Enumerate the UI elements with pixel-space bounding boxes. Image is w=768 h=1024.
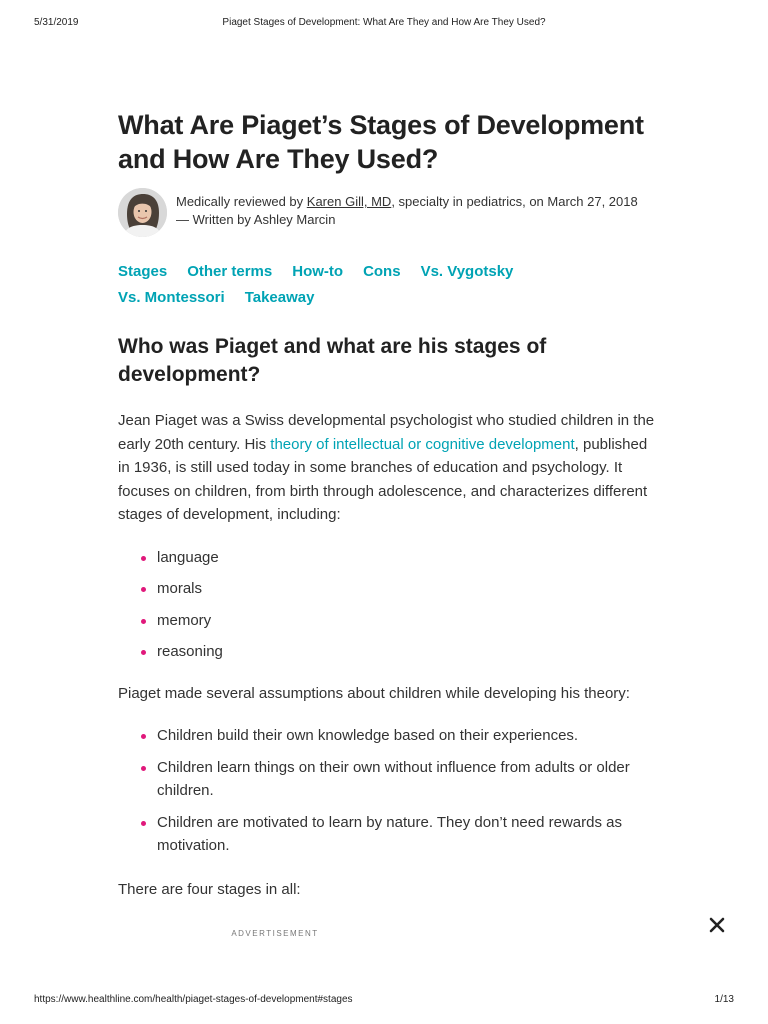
byline-author: — Written by Ashley Marcin — [176, 212, 336, 227]
list-item-text: Children learn things on their own without influence from adults or older children. — [157, 758, 630, 799]
toc-link-stages[interactable]: Stages — [118, 263, 168, 280]
toc-row-2 — [118, 285, 658, 311]
bullet-icon — [141, 821, 146, 826]
development-list — [118, 546, 658, 664]
list-item — [118, 546, 658, 570]
cognitive-development-link[interactable]: theory of intellectual or cognitive development — [270, 435, 575, 453]
print-document-title: Piaget Stages of Development: What Are They and How Are They Used? — [222, 17, 546, 28]
print-header — [34, 17, 734, 31]
list-item-text: Children build their own knowledge based on their experiences. — [157, 727, 579, 744]
section-heading: Who was Piaget and what are his stages of development? — [118, 335, 547, 386]
list-item-text: language — [157, 548, 219, 566]
list-item-text: reasoning — [157, 643, 223, 660]
stages-intro: There are four stages in all: — [118, 880, 301, 898]
intro-text-2: , published in 1936, is still used today in some branches of education and psychology. It focuses on children, from birth through adolescence, and characterizes different stages of development, including: — [118, 435, 648, 523]
toc-link-cons[interactable]: Cons — [363, 263, 401, 280]
close-icon[interactable] — [706, 914, 728, 936]
list-item — [118, 577, 658, 601]
bullet-icon — [141, 734, 146, 739]
table-of-contents — [118, 259, 658, 311]
page-number: 1/13 — [714, 994, 734, 1005]
toc-link-takeaway[interactable]: Takeaway — [244, 289, 315, 306]
byline-text — [176, 193, 656, 229]
list-item — [118, 609, 658, 633]
toc-row-1 — [118, 259, 658, 285]
intro-paragraph — [118, 409, 658, 527]
bullet-icon — [141, 766, 146, 771]
toc-link-vs-montessori[interactable]: Vs. Montessori — [118, 289, 225, 306]
list-item — [118, 756, 658, 803]
toc-link-how-to[interactable]: How-to — [292, 263, 344, 280]
article — [118, 108, 658, 901]
toc-link-vs-vygotsky[interactable]: Vs. Vygotsky — [420, 263, 514, 280]
reviewer-link[interactable]: Karen Gill, MD — [306, 194, 392, 209]
bullet-icon — [141, 556, 146, 561]
list-item-text: morals — [157, 580, 203, 597]
assumptions-list — [118, 724, 658, 858]
bullet-icon — [141, 650, 146, 655]
reviewer-avatar — [118, 188, 167, 237]
article-title: What Are Piaget’s Stages of Development and How Are They Used? — [118, 110, 644, 174]
advertisement-label: ADVERTISEMENT — [231, 929, 319, 938]
assumptions-intro: Piaget made several assumptions about children while developing his theory: — [118, 684, 630, 702]
page-url: https://www.healthline.com/health/piaget-stages-of-development#stages — [34, 994, 353, 1005]
print-date: 5/31/2019 — [34, 17, 79, 28]
list-item — [118, 724, 658, 748]
bullet-icon — [141, 587, 146, 592]
print-footer — [34, 994, 734, 1008]
byline — [118, 188, 658, 238]
list-item — [118, 811, 658, 858]
byline-prefix: Medically reviewed by — [176, 194, 307, 209]
list-item-text: memory — [157, 611, 212, 629]
toc-link-other-terms[interactable]: Other terms — [187, 263, 273, 280]
byline-suffix: , specialty in pediatrics, on March 27, 2018 — [391, 194, 638, 209]
intro-text-1: Jean Piaget was a Swiss developmental psychologist who studied children in the early 20th century. His — [118, 412, 655, 453]
bullet-icon — [141, 619, 146, 624]
list-item — [118, 640, 658, 664]
list-item-text: Children are motivated to learn by nature. They don’t need rewards as motivation. — [157, 813, 622, 854]
